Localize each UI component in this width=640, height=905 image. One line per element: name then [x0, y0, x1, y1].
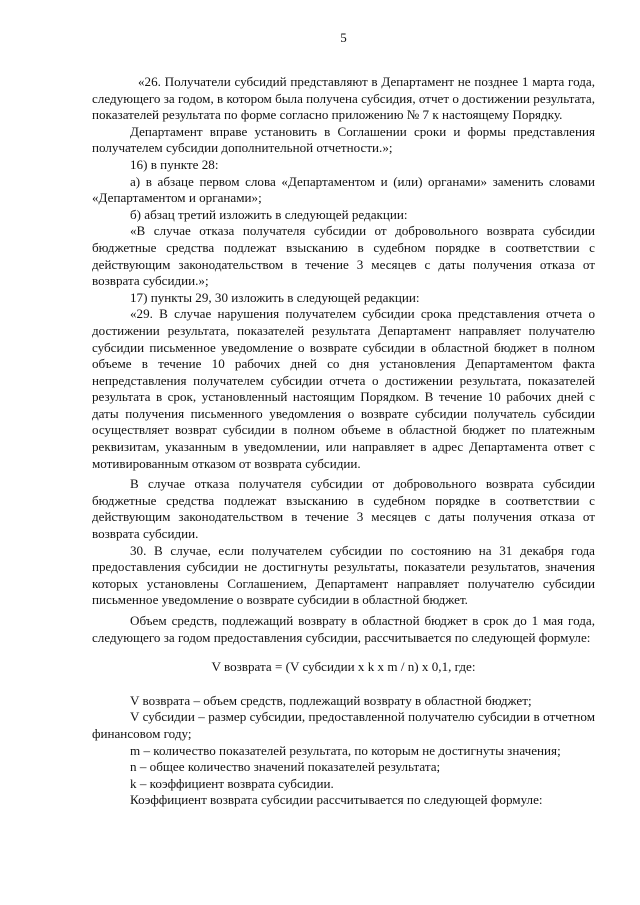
definition: k – коэффициент возврата субсидии. — [130, 775, 334, 791]
definition: Коэффициент возврата субсидии рассчитывается по следующей формуле: — [130, 792, 543, 808]
formula: V возврата = (V субсидии x k x m / n) x 0,1, где: — [211, 659, 476, 675]
paragraph: 30. В случае, если получателем субсидии по состоянию на 31 декабря года предоставления субсидии не достигнуты результаты, показатели результатов, значения которых установлены Соглашением, Департамент направляет получателю субсидии письменное уведомление о возврате субсидии в областной бюджет. — [92, 542, 595, 608]
definition: V возврата – объем средств, подлежащий возврату в областной бюджет; — [130, 692, 532, 708]
definition: n – общее количество значений показателей результата; — [130, 759, 441, 775]
paragraph: 16) в пункте 28: — [130, 156, 219, 172]
paragraph: «29. В случае нарушения получателем субсидии срока представления отчета о достижении результата, показателей результата Департамент направляет получателю субсидии письменное уведомление о возврате субсидии в областной бюджет в полном объеме в течение 10 рабочих дней со дня установления Департаментом факта непредставления получателем субсидии отчета о достижении результата, показателей результата в срок, установленный настоящим Порядком. В течение 10 рабочих дней с даты получения письменного уведомления о возврате субсидии получатель субсидии осуществляет возврат субсидии в полном объеме в областной бюджет по платежным реквизитам, указанным в уведомлении, или направляет в адрес Департамента ответ с мотивированным отказом от возврата субсидии. — [92, 306, 595, 471]
paragraph: В случае отказа получателя субсидии от добровольного возврата субсидии бюджетные средства подлежат взысканию в судебном порядке в соответствии с действующим законодательством в течение 3 месяцев с даты получения отказа от возврата субсидии. — [92, 476, 595, 542]
paragraph: а) в абзаце первом слова «Департаментом и (или) органами» заменить словами «Департаментом и органами»; — [92, 173, 595, 206]
paragraph: «В случае отказа получателя субсидии от добровольного возврата субсидии бюджетные средства подлежат взысканию в судебном порядке в соответствии с действующим законодательством в течение 3 месяцев с даты получения отказа от возврата субсидии.»; — [92, 223, 595, 289]
paragraph: Объем средств, подлежащий возврату в областной бюджет в срок до 1 мая года, следующего за годом предоставления субсидии, рассчитывается по следующей формуле: — [92, 613, 595, 645]
definition: V субсидии – размер субсидии, предоставленной получателю субсидии в отчетном финансовом году; — [92, 709, 595, 741]
paragraph: Департамент вправе установить в Соглашении сроки и формы представления получателем субсидии дополнительной отчетности.»; — [92, 123, 595, 156]
definition: m – количество показателей результата, по которым не достигнуты значения; — [130, 742, 561, 758]
document-body — [92, 74, 595, 809]
paragraph: «26. Получатели субсидий представляют в Департамент не позднее 1 марта года, следующего за годом, в котором была получена субсидия, отчет о достижении результата, показателей результата по форме согласно приложению № 7 к настоящему Порядку. — [92, 74, 595, 123]
page-number: 5 — [340, 30, 347, 45]
paragraph: 17) пункты 29, 30 изложить в следующей редакции: — [130, 289, 420, 305]
paragraph: б) абзац третий изложить в следующей редакции: — [130, 206, 408, 222]
